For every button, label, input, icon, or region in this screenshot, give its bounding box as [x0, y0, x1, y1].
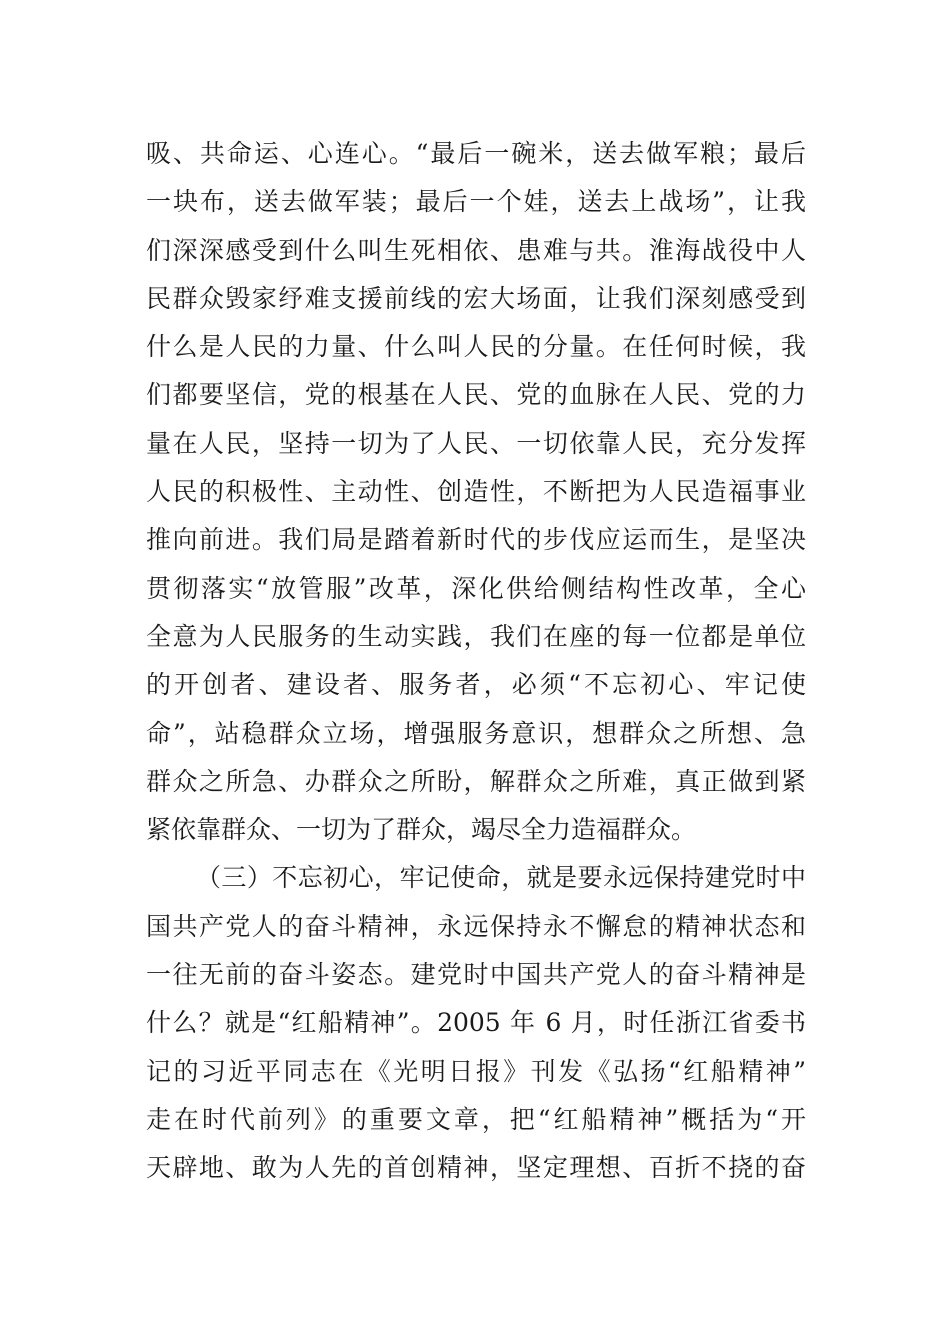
text-line: 量在人民，坚持一切为了人民、一切依靠人民，充分发挥 — [146, 428, 806, 458]
text-line: 紧依靠群众、一切为了群众，竭尽全力造福群众。 — [146, 815, 697, 845]
text-line: 民群众毁家纾难支援前线的宏大场面，让我们深刻感受到 — [146, 283, 806, 313]
text-line: 人民的积极性、主动性、创造性，不断把为人民造福事业 — [146, 477, 806, 507]
body-text — [146, 130, 806, 1193]
text-line: 命”，站稳群众立场，增强服务意识，想群众之所想、急 — [146, 718, 806, 748]
text-line: 全意为人民服务的生动实践，我们在座的每一位都是单位 — [146, 621, 806, 651]
text-line: 什么是人民的力量、什么叫人民的分量。在任何时候，我 — [146, 332, 806, 362]
text-line: 一往无前的奋斗姿态。建党时中国共产党人的奋斗精神是 — [146, 960, 806, 990]
text-line: 的开创者、建设者、服务者，必须“不忘初心、牢记使 — [146, 670, 806, 700]
text-line: （三）不忘初心，牢记使命，就是要永远保持建党时中 — [196, 863, 806, 893]
text-line: 什么？就是“红船精神”。2005 年 6 月，时任浙江省委书 — [146, 1008, 806, 1038]
text-line: 天辟地、敢为人先的首创精神，坚定理想、百折不挠的奋 — [146, 1153, 806, 1183]
text-line: 一块布，送去做军装；最后一个娃，送去上战场”，让我 — [146, 187, 806, 217]
text-line: 国共产党人的奋斗精神，永远保持永不懈怠的精神状态和 — [146, 911, 806, 941]
text-line: 群众之所急、办群众之所盼，解群众之所难，真正做到紧 — [146, 766, 806, 796]
text-line: 贯彻落实“放管服”改革，深化供给侧结构性改革，全心 — [146, 573, 806, 603]
text-line: 们深深感受到什么叫生死相依、患难与共。淮海战役中人 — [146, 235, 806, 265]
text-line: 吸、共命运、心连心。“最后一碗米，送去做军粮；最后 — [146, 139, 806, 168]
text-line: 们都要坚信，党的根基在人民、党的血脉在人民、党的力 — [146, 380, 806, 410]
text-line: 推向前进。我们局是踏着新时代的步伐应运而生，是坚决 — [146, 525, 806, 555]
text-line: 走在时代前列》的重要文章，把“红船精神”概括为“开 — [146, 1104, 806, 1134]
text-line: 记的习近平同志在《光明日报》刊发《弘扬“红船精神” — [146, 1056, 806, 1086]
